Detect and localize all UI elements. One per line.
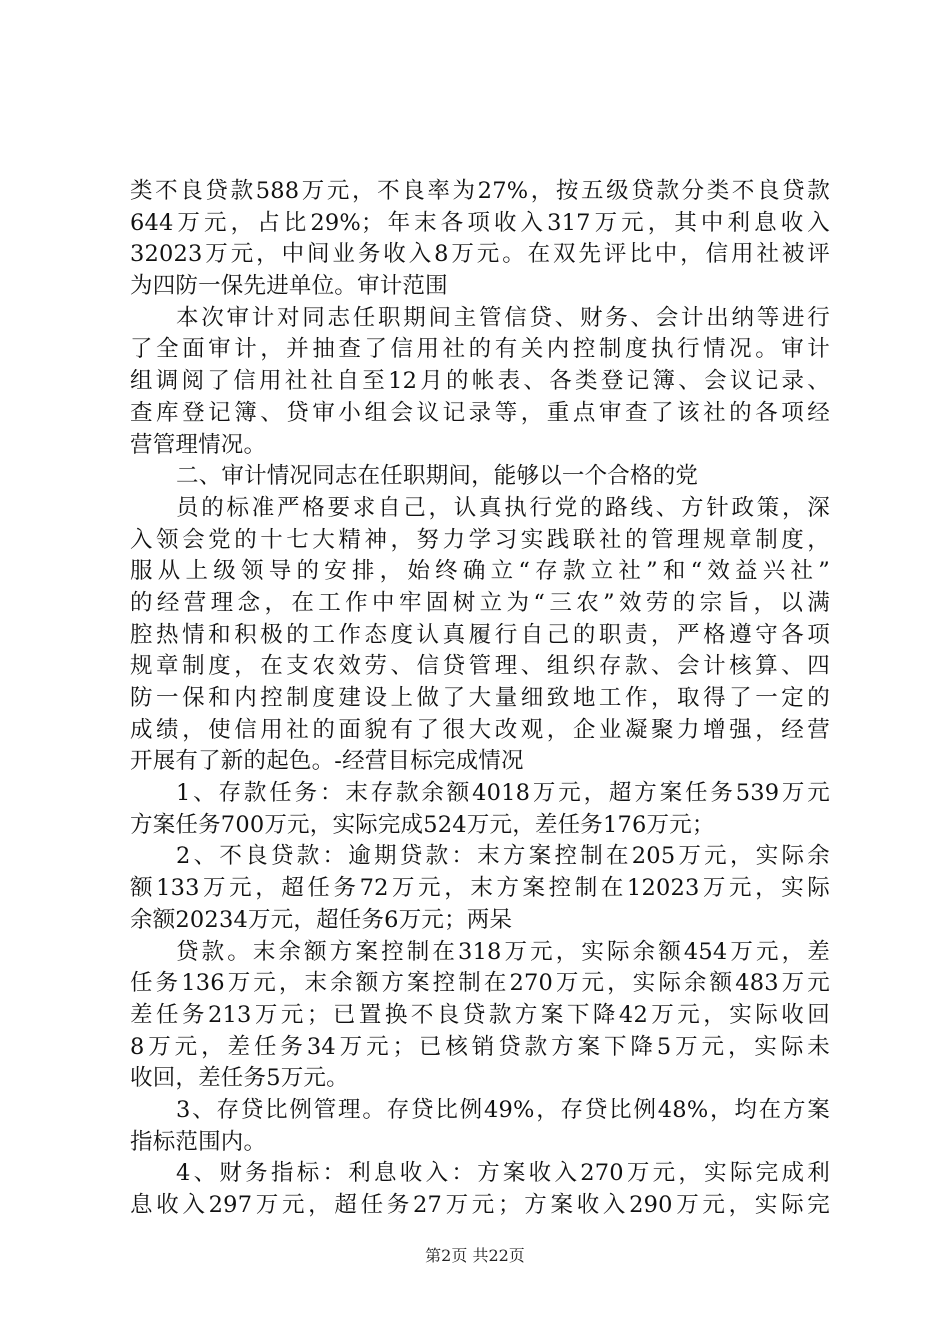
text-line: 收回，差任务5万元。 bbox=[130, 1065, 349, 1092]
text-line: 1、存款任务：末存款余额4018万元，超方案任务539万元 bbox=[176, 780, 830, 807]
text-line: 为四防一保先进单位。审计范围 bbox=[130, 273, 448, 300]
text-line: 组调阅了信用社社自至12月的帐表、各类登记簿、会议记录、 bbox=[130, 368, 830, 395]
text-line: 了全面审计，并抽查了信用社的有关内控制度执行情况。审计 bbox=[130, 336, 830, 363]
text-line: 3、存贷比例管理。存贷比例49%，存贷比例48%，均在方案 bbox=[176, 1096, 830, 1123]
text-line: 服从上级领导的安排，始终确立“存款立社”和“效益兴社” bbox=[130, 558, 830, 585]
text-line: 贷款。末余额方案控制在318万元，实际余额454万元，差 bbox=[176, 938, 830, 965]
text-line: 防一保和内控制度建设上做了大量细致地工作，取得了一定的 bbox=[130, 685, 830, 711]
text-line: 二、审计情况同志在任职期间，能够以一个合格的党 bbox=[176, 463, 699, 490]
text-line: 成绩，使信用社的面貌有了很大改观，企业凝聚力增强，经营 bbox=[130, 716, 830, 743]
text-line: 额133万元，超任务72万元，末方案控制在12023万元，实际 bbox=[130, 875, 830, 902]
text-line: 2、不良贷款：逾期贷款：末方案控制在205万元，实际余 bbox=[176, 843, 830, 870]
text-line: 腔热情和积极的工作态度认真履行自己的职责，严格遵守各项 bbox=[130, 621, 830, 648]
page-number-footer: 第2页 共22页 bbox=[425, 1246, 525, 1265]
text-line: 开展有了新的起色。-经营目标完成情况 bbox=[130, 748, 524, 775]
text-line: 息收入297万元，超任务27万元；方案收入290万元，实际完 bbox=[130, 1192, 830, 1218]
document-body bbox=[130, 176, 830, 1222]
text-line: 查库登记簿、贷审小组会议记录等，重点审查了该社的各项经 bbox=[130, 399, 830, 426]
text-line: 规章制度，在支农效劳、信贷管理、组织存款、会计核算、四 bbox=[130, 653, 830, 680]
text-line: 差任务213万元；已置换不良贷款方案下降42万元，实际收回 bbox=[130, 1001, 830, 1028]
text-line: 指标范围内。 bbox=[130, 1128, 267, 1155]
text-line: 本次审计对同志任职期间主管信贷、财务、会计出纳等进行 bbox=[176, 304, 830, 331]
text-line: 644万元，占比29%；年末各项收入317万元，其中利息收入 bbox=[130, 209, 830, 236]
text-line: 类不良贷款588万元，不良率为27%，按五级贷款分类不良贷款 bbox=[130, 178, 830, 204]
text-line: 方案任务700万元，实际完成524万元，差任务176万元； bbox=[130, 811, 715, 838]
text-line: 营管理情况。 bbox=[130, 431, 267, 458]
text-line: 32023万元，中间业务收入8万元。在双先评比中，信用社被评 bbox=[130, 241, 830, 268]
text-line: 余额20234万元，超任务6万元；两呆 bbox=[130, 906, 513, 933]
text-line: 入领会党的十七大精神，努力学习实践联社的管理规章制度， bbox=[130, 526, 830, 553]
text-line: 8万元，差任务34万元；已核销贷款方案下降5万元，实际未 bbox=[130, 1033, 830, 1060]
text-line: 任务136万元，末余额方案控制在270万元，实际余额483万元 bbox=[130, 970, 830, 997]
text-line: 员的标准严格要求自己，认真执行党的路线、方针政策，深 bbox=[176, 494, 830, 521]
text-line: 的经营理念，在工作中牢固树立为“三农”效劳的宗旨，以满 bbox=[130, 589, 830, 616]
text-line: 4、财务指标：利息收入：方案收入270万元，实际完成利 bbox=[176, 1160, 830, 1187]
